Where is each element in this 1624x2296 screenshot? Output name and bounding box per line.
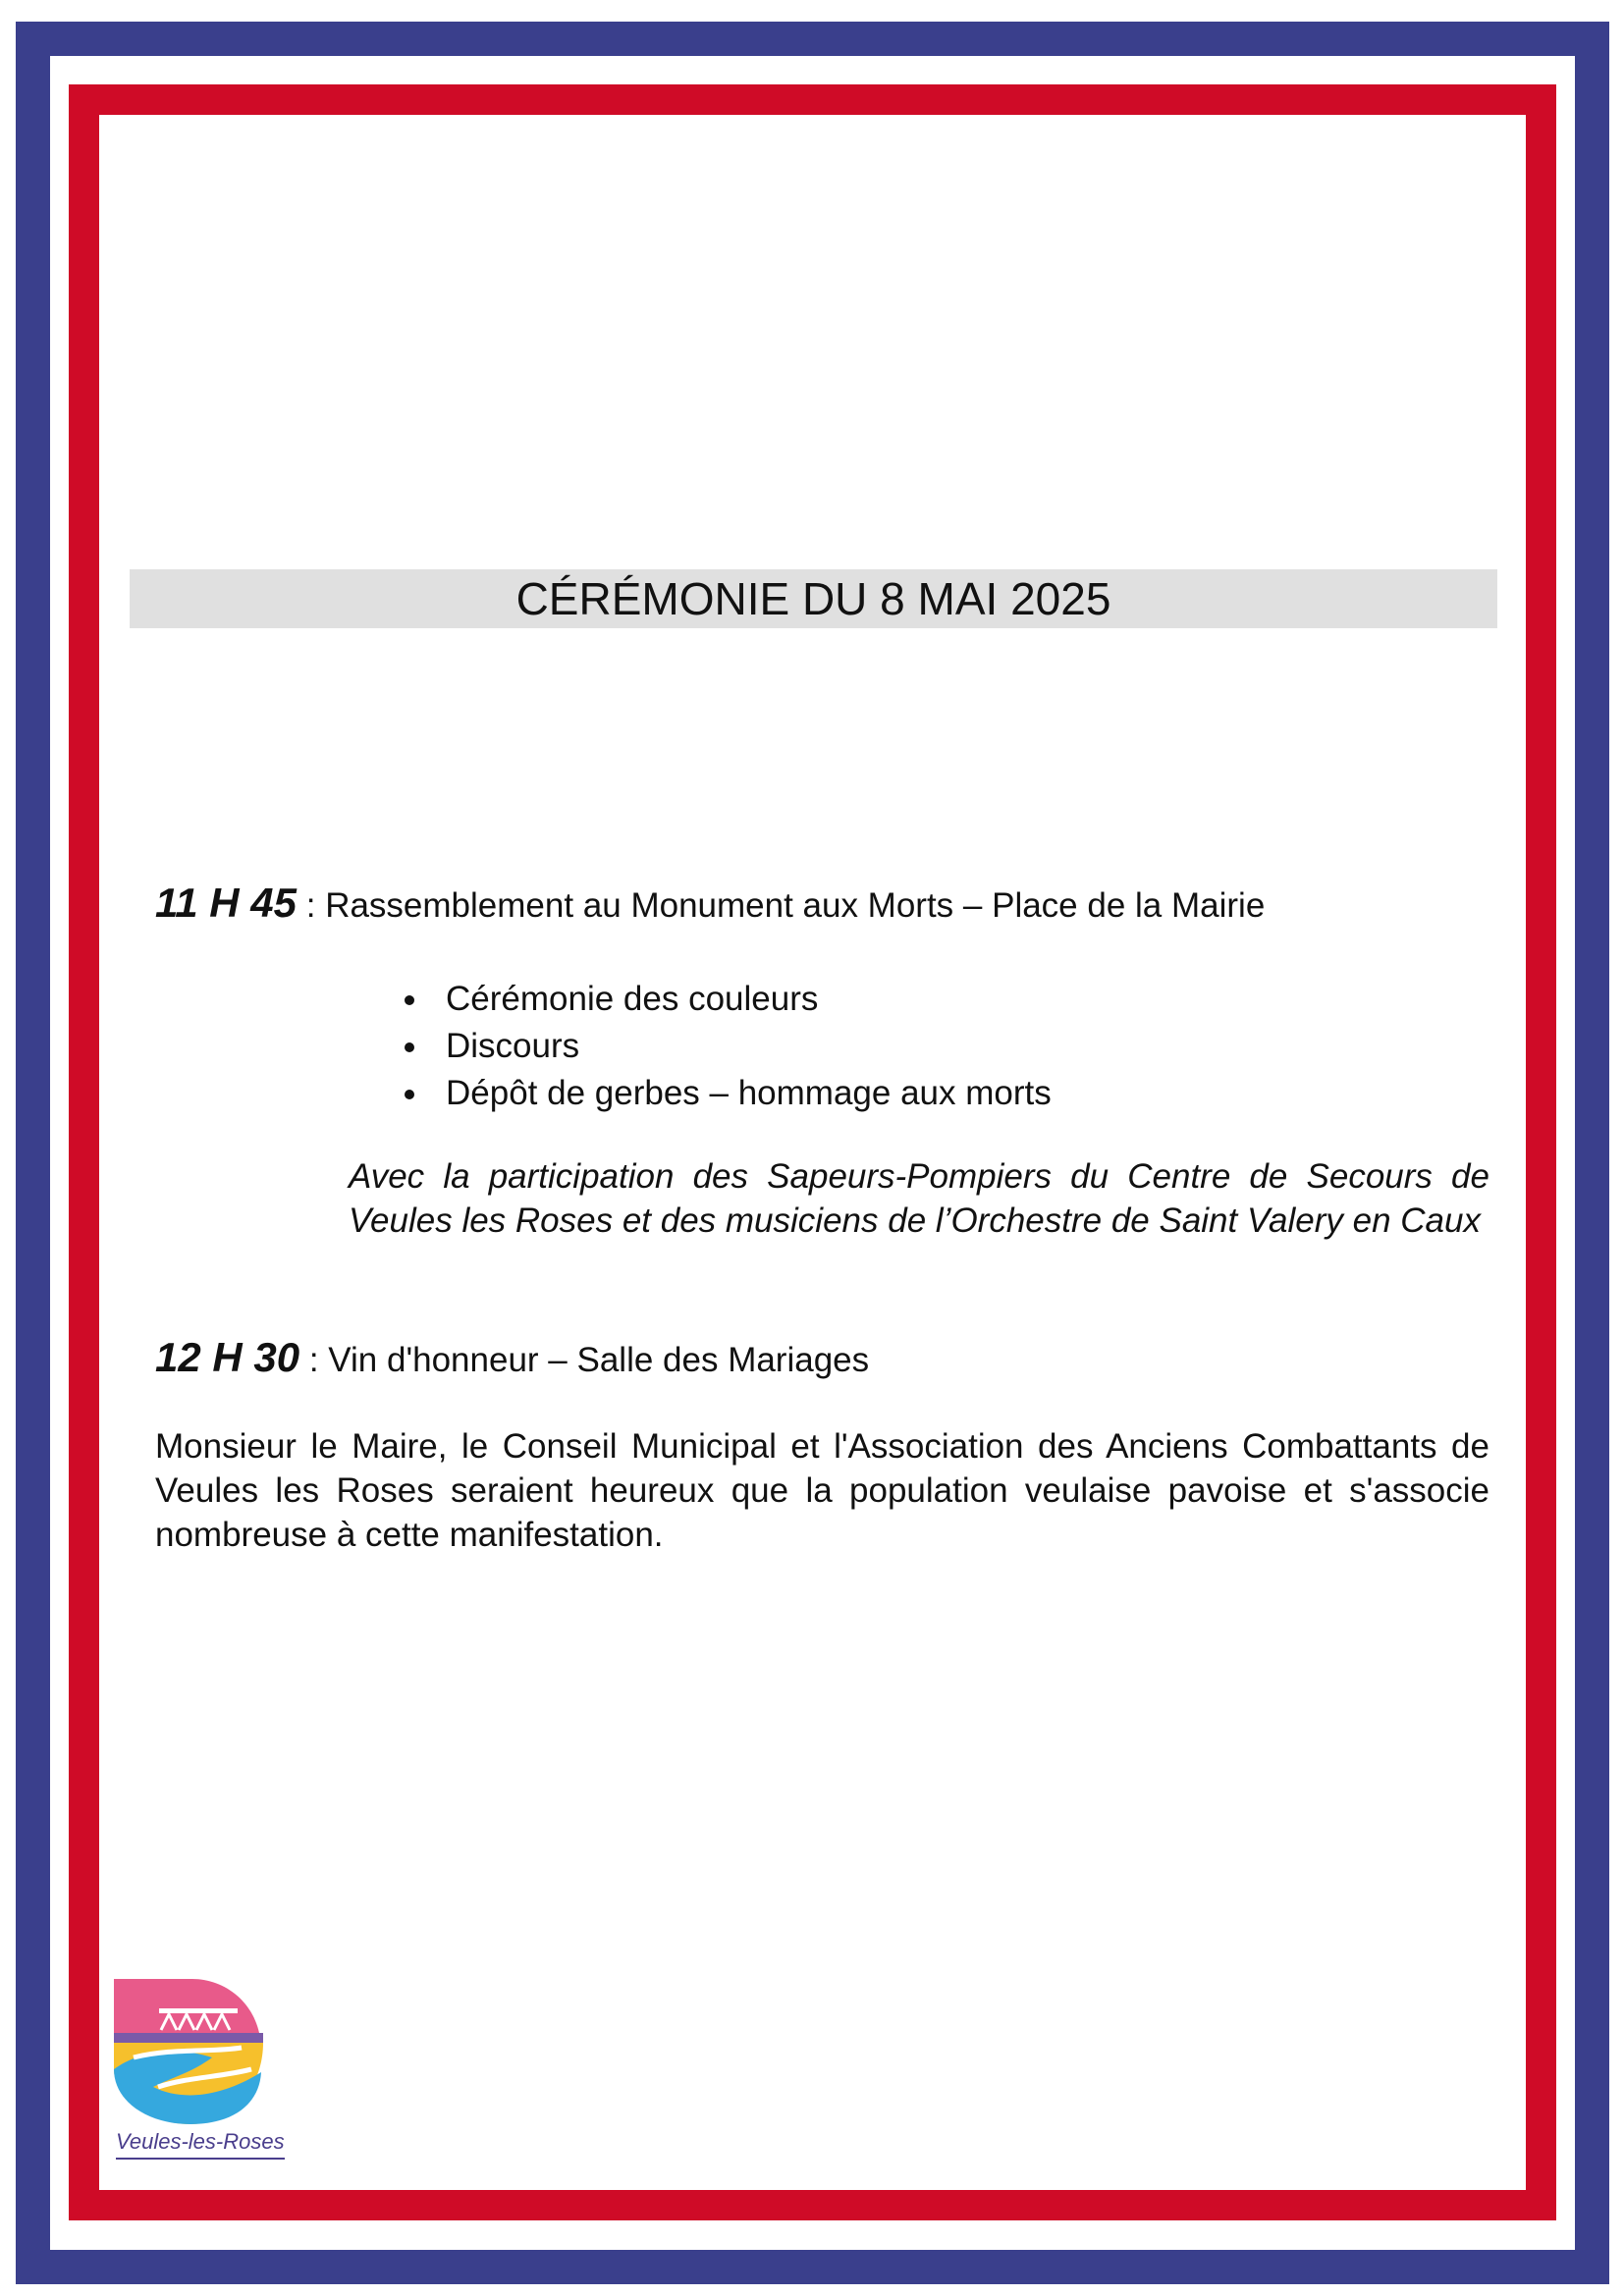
event-2-separator: :	[299, 1341, 329, 1379]
event-1-line	[155, 881, 1265, 928]
event-1-participation-note: Avec la participation des Sapeurs-Pompiers du Centre de Secours de Veules les Roses et des musiciens de l’Orchestre de Saint Valery en Caux	[349, 1157, 1489, 1240]
event-1-program-list	[405, 976, 1052, 1117]
event-2-description: Vin d'honneur – Salle des Mariages	[328, 1341, 870, 1379]
inner-red-frame	[69, 84, 1556, 2220]
event-1-separator: :	[297, 886, 326, 925]
event-1-description: Rassemblement au Monument aux Morts – Place de la Mairie	[325, 886, 1266, 925]
event-2-line	[155, 1335, 869, 1382]
event-1-time: 11 H 45	[155, 880, 297, 926]
list-item: Discours	[405, 1023, 1052, 1070]
page-title: CÉRÉMONIE DU 8 MAI 2025	[130, 569, 1497, 628]
closing-paragraph: Monsieur le Maire, le Conseil Municipal et l'Association des Anciens Combattants de Veules les Roses seraient heureux que la population veulaise pavoise et s'associe nombreuse à cette manifestation.	[155, 1427, 1489, 1554]
logo-text: Veules-les-Roses	[116, 2128, 285, 2160]
event-2-time: 12 H 30	[155, 1334, 300, 1380]
list-item: Dépôt de gerbes – hommage aux morts	[405, 1070, 1052, 1117]
list-item: Cérémonie des couleurs	[405, 976, 1052, 1023]
